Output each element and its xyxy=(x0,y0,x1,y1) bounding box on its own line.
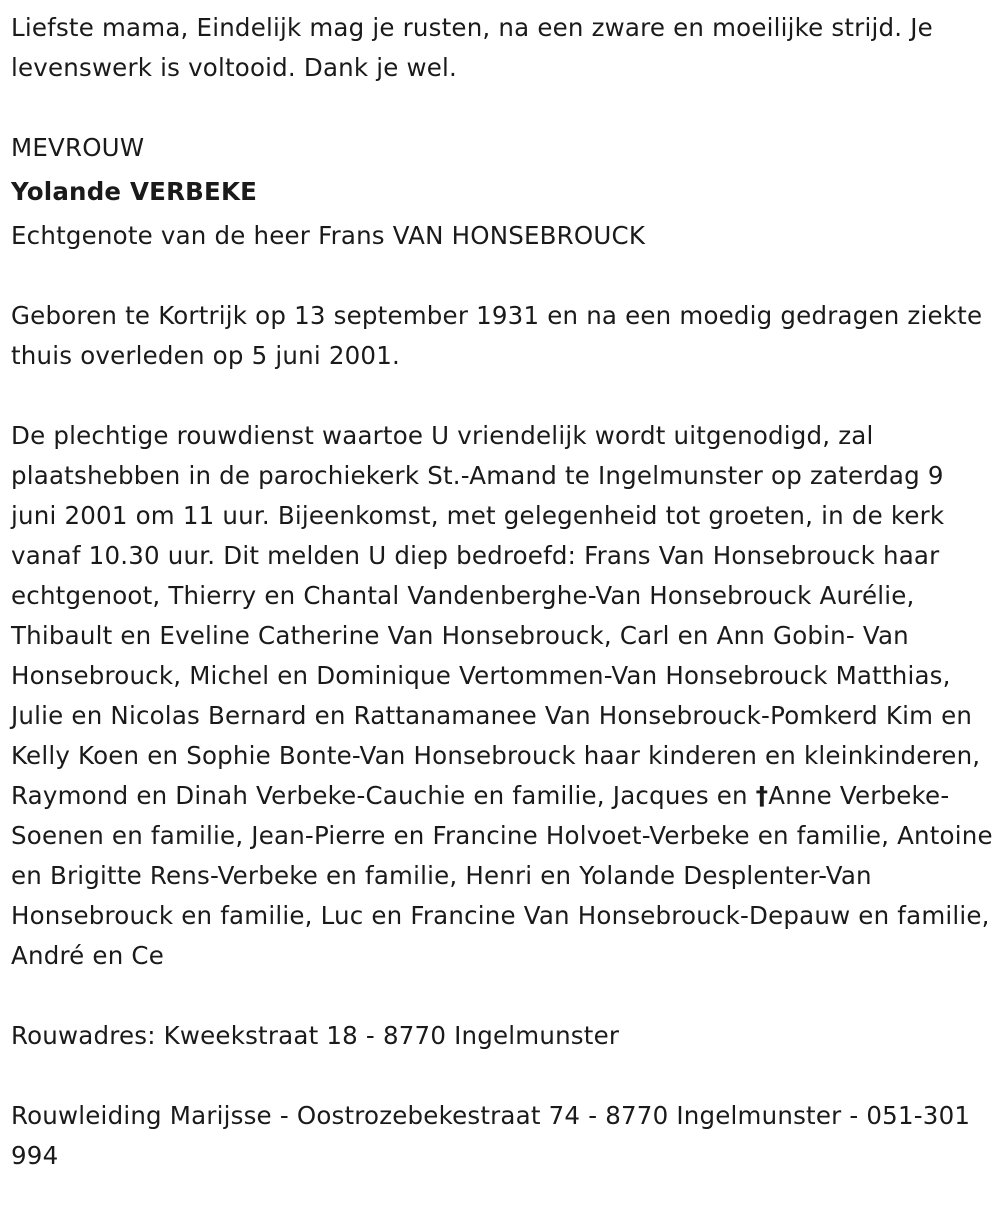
spacer xyxy=(11,1056,995,1096)
spacer xyxy=(11,88,995,128)
spacer xyxy=(11,168,995,176)
spacer xyxy=(11,376,995,416)
spacer xyxy=(11,976,995,1016)
birth-death-text: Geboren te Kortrijk op 13 september 1931 en na een moedig gedragen ziekte thuis overleden op 5 juni 2001. xyxy=(11,301,983,370)
service-text xyxy=(11,416,995,976)
deceased-name: Yolande VERBEKE xyxy=(11,177,258,206)
spacer xyxy=(11,256,995,296)
honorific-title: MEVROUW xyxy=(11,133,145,162)
intro-text: Liefste mama, Eindelijk mag je rusten, na een zware en moeilijke strijd. Je levenswerk is voltooid. Dank je wel. xyxy=(11,13,933,82)
spacer xyxy=(11,208,995,216)
spouse-line: Echtgenote van de heer Frans VAN HONSEBROUCK xyxy=(11,221,646,250)
funeral-home: Rouwleiding Marijsse - Oostrozebekestraat 74 - 8770 Ingelmunster - 051-301 994 xyxy=(11,1101,971,1170)
cross-icon: † xyxy=(755,781,769,810)
service-text-part1: De plechtige rouwdienst waartoe U vriendelijk wordt uitgenodigd, zal plaatshebben in de parochiekerk St.-Amand te Ingelmunster op zaterdag 9 juni 2001 om 11 uur. Bijeenkomst, met gelegenheid tot groeten, in de kerk vanaf 10.30 uur. Dit melden U diep bedroefd: Frans Van Honsebrouck haar echtgenoot, Thierry en Chantal Vandenberghe-Van Honsebrouck Aurélie, Thibault en Eveline Catherine Van Honsebrouck, Carl en Ann Gobin- Van Honsebrouck, Michel en Dominique Vertommen-Van Honsebrouck Matthias, Julie en Nicolas Bernard en Rattanamanee Van Honsebrouck-Pomkerd Kim en Kelly Koen en Sophie Bonte-Van Honsebrouck haar kinderen en kleinkinderen, Raymond en Dinah Verbeke-Cauchie en familie, Jacques en xyxy=(11,421,981,810)
service-text-part2: Anne Verbeke-Soenen en familie, Jean-Pierre en Francine Holvoet-Verbeke en familie, Antoine en Brigitte Rens-Verbeke en familie, Henri en Yolande Desplenter-Van Honsebrouck en familie, Luc en Francine Van Honsebrouck-Depauw en familie, André en Ce xyxy=(11,781,993,970)
mourning-address: Rouwadres: Kweekstraat 18 - 8770 Ingelmunster xyxy=(11,1021,620,1050)
obituary-notice xyxy=(11,8,995,1176)
